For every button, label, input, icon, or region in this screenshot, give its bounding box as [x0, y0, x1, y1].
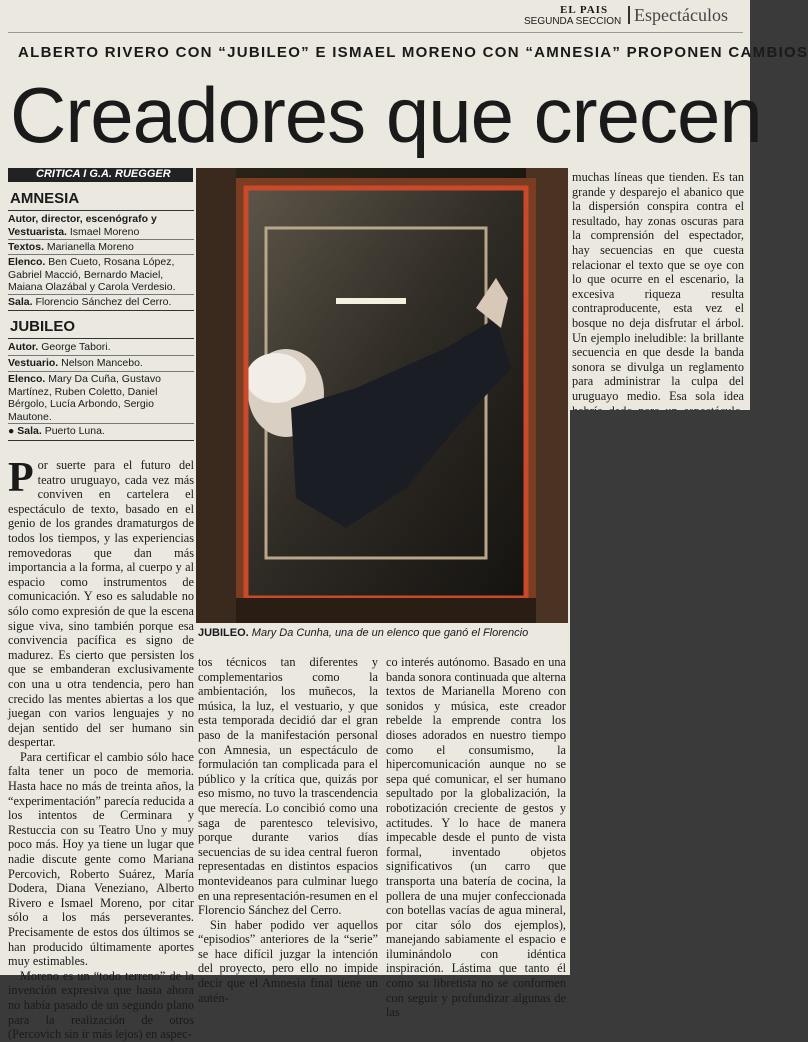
divider [8, 338, 194, 339]
credit-amnesia-cast: Elenco. Ben Cueto, Rosana López, Gabriel Macció, Bernardo Maciel, Maiana Olazábal y Carola Verdesio. [8, 256, 176, 293]
kicker: ALBERTO RIVERO CON “JUBILEO” E ISMAEL MORENO CON “AMNESIA” PROPONEN CAMBIOS [18, 44, 808, 61]
section-divider [628, 6, 630, 24]
divider [8, 371, 194, 372]
top-rule [8, 32, 743, 33]
divider [8, 210, 194, 211]
divider [8, 440, 194, 441]
dropcap: P [8, 455, 34, 501]
article-column-2 [198, 655, 378, 1005]
paragraph: Para certificar el cambio sólo hace falta tener un poco de memoria. Hasta hace no más de treinta años, la “experimentación” parecía reducida a los intentos de Cerminara y Restuccia con su Teatro Uno y muy poco más. Hoy ya tiene un lugar que nadie discute gente como Mariana Percovich, Roberto Suárez, María Dodera, Diana Veneziano, Alberto Rivero e Ismael Moreno, por citar sólo a los más perseverantes. Precisamente de estos dos últimos se han producido últimamente aportes muy estimables. [8, 749, 194, 969]
bullet-icon: ● [8, 425, 15, 437]
credit-jubileo-cast: Elenco. Mary Da Cuña, Gustavo Martínez, Ruben Coletto, Daniel Bérgolo, Lucía Arbondo, Sergio Mautone. [8, 373, 161, 423]
paragraph: Por suerte para el futuro del teatro uruguayo, cada vez más conviven en cartelera el espectáculo de texto, basado en el genio de los grandes dramaturgos de todos los tiempos, y las experiencias removedoras que dan más importancia a la forma, al cuerpo y al espacio como instrumentos de comunicación. Y eso es saludable no sólo como expresión de que la escena sigue viva, sino también porque esa convivencia pacífica es signo de madurez. Es cierto que persisten los que se embanderan exclusivamente con una u otra tendencia, pero han crecido las mentes abiertas a los que juegan con varios lenguajes y no dejan sentido del ser humano sin despertar. [8, 455, 194, 750]
jubileo-photo-illustration [196, 168, 568, 623]
divider [8, 355, 194, 356]
article-column-3 [386, 655, 566, 1020]
jubileo-title: JUBILEO [10, 318, 76, 335]
article-column-4 [572, 170, 744, 408]
credit-jubileo-author: Autor. George Tabori. [8, 341, 111, 353]
credit-jubileo-wardrobe: Vestuario. Nelson Mancebo. [8, 357, 143, 369]
credit-amnesia-venue: Sala. Florencio Sánchez del Cerro. [8, 296, 172, 308]
divider [8, 310, 194, 311]
section-name: Espectáculos [634, 5, 728, 25]
paragraph: tos técnicos tan diferentes y complementarios como la ambientación, los muñecos, la música, la luz, el vestuario, y que esta temporada decidió dar el gran paso de la manifestación personal con Amnesia, un espectáculo de formulación tan complicada para el público y la crítica que, quizás por eso mismo, no tuvo la trascendencia que merecía. Lo concibió como una saga de parentesco televisivo, porque durante varios días secuencias de su idea central fueron representadas en distintos espacios montevideanos para culminar luego en una representación-resumen en el Florencio Sánchez del Cerro. [198, 655, 378, 918]
credit-amnesia-author: Autor, director, escenógrafo y Vestuarista. Ismael Moreno [8, 213, 157, 238]
paper-name: EL PAIS [560, 4, 609, 16]
photo [196, 168, 568, 623]
paragraph: muchas líneas que tienden. Es tan grande y desparejo el abanico que la dispersión conspira contra el resultado, hay zonas oscuras para la comprensión del espectador, hay secuencias en que cuesta relacionar el texto que se oye con lo que ocurre en el escenario, la excesiva riqueza resulta contraproducente, esta vez el bosque no deja disfrutar el árbol. Un ejemplo ineludible: la brillante secuencia en que desde la banda sonora se divulga un reglamento para administrar la culpa del uruguayo medio. Esa sola idea [572, 170, 744, 403]
article-column-1 [8, 455, 194, 1042]
headline: Creadores que crecen [10, 71, 762, 159]
paragraph: Sin haber podido ver aquellos “episodios” anteriores de la “serie” se hace difícil juzgar la intención del proyecto, pero ello no impide decir que el Amnesia final tiene un autén- [198, 917, 378, 1005]
scan-cutout [570, 410, 750, 975]
credit-amnesia-texts: Textos. Marianella Moreno [8, 241, 134, 253]
masthead [520, 4, 745, 28]
photo-caption: JUBILEO. Mary Da Cunha, una de un elenco que ganó el Florencio [198, 627, 529, 639]
credit-jubileo-venue: ● Sala. Puerto Luna. [8, 425, 105, 437]
divider [8, 239, 194, 240]
divider [8, 423, 194, 424]
paragraph: Moreno es un “todo terreno” de la invención expresiva que hasta ahora no había pasado de un segundo plano para la realización de otros (Percovich sin ir más lejos) en aspec- [8, 968, 194, 1042]
paragraph: co interés autónomo. Basado en una banda sonora continuada que alterna textos de Marianella Moreno con sonidos y música, este creador rebelde la emprende contra los dioses adorados en nuestro tiempo como el consumismo, la hipercomunicación aunque no se sepa qué comunicar, el ser humano sepultado por la globalización, la robotización creciente de gestos y actitudes. Y lo hace de manera impecable desde el punto de vista formal, inventado objetos significativos (un carro que transporta una batería de cocina, la pollera de una mujer confeccionada con botellas vacías de agua mineral, por citar sólo dos ejemplos), manejando sabiamente el espacio e iluminándolo con idéntica inspiración. Lástima que tanto él como su libretista no se conformen con seguir y profundizar algunas de las [386, 655, 566, 1020]
amnesia-title: AMNESIA [10, 190, 80, 207]
divider [8, 254, 194, 255]
byline: CRITICA I G.A. RUEGGER [36, 168, 171, 180]
divider [8, 294, 194, 295]
section-label: SEGUNDA SECCION [524, 16, 622, 27]
